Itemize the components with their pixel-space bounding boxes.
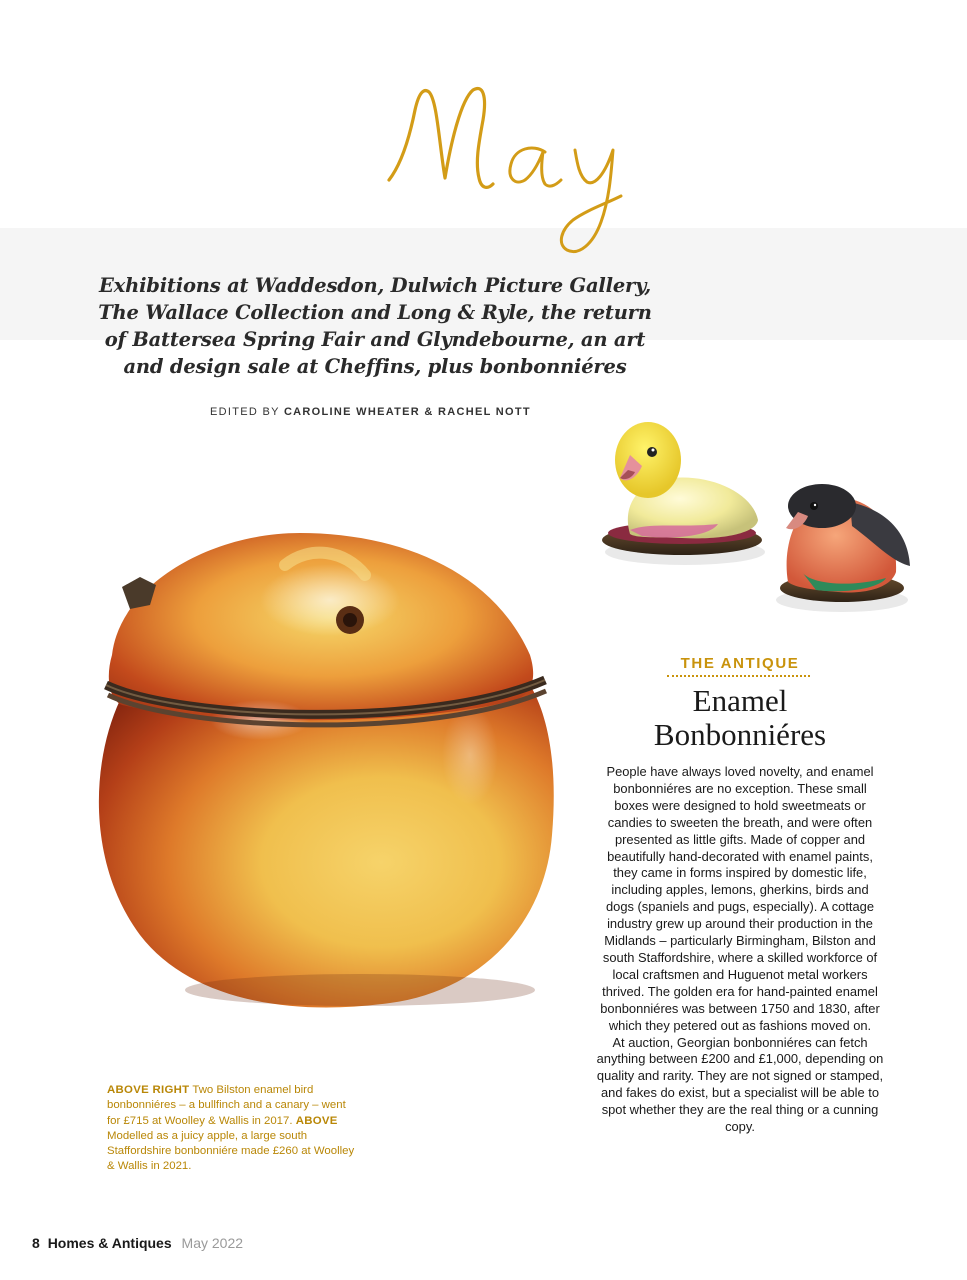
- issue-date: May 2022: [181, 1235, 244, 1251]
- section-kicker: THE ANTIQUE: [680, 655, 800, 672]
- standfirst: Exhibitions at Waddesdon, Dulwich Picture Gallery, The Wallace Collection and Long & Ryle, the return of Battersea Spring Fair and Glyndebourne, an art and design sale at Cheffins, plus bonbonniéres: [98, 274, 652, 378]
- bird-bonbonnieres-photo: [590, 412, 935, 630]
- headline-line-1: Enamel: [692, 683, 788, 718]
- page-footer: [32, 1235, 243, 1251]
- caption-label-above: ABOVE: [295, 1114, 338, 1127]
- byline-prefix: EDITED BY: [210, 406, 280, 418]
- article-headline: [600, 684, 880, 752]
- page-number: 8: [32, 1235, 40, 1251]
- byline-names: CAROLINE WHEATER & RACHEL NOTT: [283, 406, 531, 418]
- caption-text-apple: Modelled as a juicy apple, a large south Staffordshire bonbonniére made £260 at Woolley & Wallis in 2021.: [107, 1129, 355, 1173]
- body-paragraph-2: At auction, Georgian bonbonniéres can fetch anything between £200 and £1,000, depending on quality and rarity. They are not signed or stamped, and fakes do exist, but a specialist will be able to spot whether they are the real thing or a cunning copy.: [596, 1034, 884, 1135]
- magazine-name: Homes & Antiques: [47, 1235, 172, 1251]
- headline-line-2: Bonbonniéres: [653, 717, 827, 752]
- kicker-dotted-rule: [667, 675, 810, 677]
- apple-bonbonniere-photo: [60, 505, 580, 1025]
- byline: [210, 406, 540, 418]
- caption-label-above-right: ABOVE RIGHT: [107, 1084, 190, 1096]
- body-paragraph-1: People have always loved novelty, and enamel bonbonniéres are no exception. These small boxes were designed to hold sweetmeats or candies to sweeten the breath, and were often presented as little gifts. Made of copper and beautifully hand-decorated with enamel paints, they came in forms inspired by domestic life, including apples, lemons, gherkins, birds and dogs (spaniels and pugs, especially). A cottage industry grew up around their production in the Midlands – particularly Birmingham, Bilston and south Staffordshire, where a skilled workforce of local craftsmen and Huguenot metal workers thrived. The golden era for hand-painted enamel bonbonniéres was between 1750 and 1830, after which they petered out as fashions moved on.: [600, 764, 880, 1033]
- photo-caption: [107, 1083, 357, 1175]
- article-body: [596, 764, 884, 1136]
- caption-text-birds: Two Bilston enamel bird bonbonniéres – a bullfinch and a canary – went for £715 at Woolley & Wallis in 2017.: [107, 1084, 346, 1127]
- page-title: [375, 50, 735, 265]
